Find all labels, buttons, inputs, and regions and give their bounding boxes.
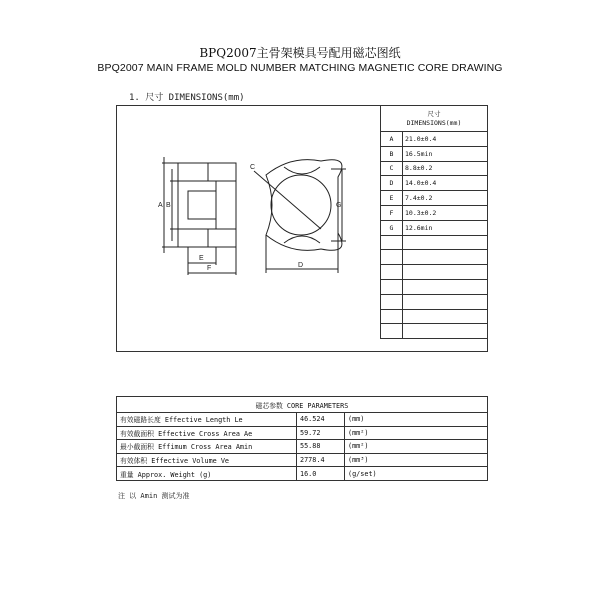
table-row — [381, 205, 488, 220]
dim-label-c: C — [250, 164, 256, 171]
dim-key: E — [381, 191, 403, 206]
table-row — [381, 191, 488, 206]
param-value: 16.0 — [297, 467, 345, 481]
dim-key: G — [381, 220, 403, 235]
dim-label-e: E — [199, 255, 204, 262]
dim-value: 12.6min — [403, 220, 488, 235]
top-view-window — [284, 236, 320, 243]
dim-value: 21.0±0.4 — [403, 132, 488, 147]
table-row — [381, 279, 488, 294]
dim-value: 10.3±0.2 — [403, 205, 488, 220]
core-parameters-table — [116, 396, 488, 481]
dim-label-f: F — [207, 265, 212, 272]
table-row — [381, 324, 488, 339]
dimensions-table — [380, 105, 488, 339]
dim-value: 16.5min — [403, 146, 488, 161]
dim-key — [381, 250, 403, 265]
document-title-cn: BPQ2007主骨架模具号配用磁芯图纸 — [199, 46, 401, 60]
param-label: 有效磁路长度 Effective Length Le — [117, 413, 297, 427]
table-row — [117, 467, 488, 481]
dim-key: D — [381, 176, 403, 191]
dim-value: 7.4±0.2 — [403, 191, 488, 206]
table-row — [381, 309, 488, 324]
table-row — [381, 265, 488, 280]
dim-key — [381, 235, 403, 250]
dim-label-b: B — [166, 202, 171, 209]
dim-key — [381, 324, 403, 339]
dimensions-header-en: DIMENSIONS(mm) — [406, 118, 462, 127]
dim-key: B — [381, 146, 403, 161]
side-view-outer — [178, 163, 236, 247]
top-view-window — [284, 167, 320, 174]
param-label: 重量 Approx. Weight (g) — [117, 467, 297, 481]
dim-value: 8.8±0.2 — [403, 161, 488, 176]
dim-label-d: D — [298, 262, 304, 269]
param-value: 2778.4 — [297, 453, 345, 467]
dim-value — [403, 279, 488, 294]
param-unit: (mm) — [345, 413, 488, 427]
table-row — [381, 146, 488, 161]
param-value: 59.72 — [297, 426, 345, 440]
dim-value: 14.0±0.4 — [403, 176, 488, 191]
param-unit: (mm²) — [345, 440, 488, 454]
test-note: 注 以 Amin 测试为准 — [118, 492, 190, 500]
dim-key: C — [381, 161, 403, 176]
core-parameters-title: 磁芯参数 CORE PARAMETERS — [117, 397, 488, 413]
param-label: 最小截面积 Effimum Cross Area Amin — [117, 440, 297, 454]
table-row — [381, 161, 488, 176]
top-view-center-leg — [271, 175, 331, 235]
dim-value — [403, 265, 488, 280]
param-label: 有效截面积 Effective Cross Area Ae — [117, 426, 297, 440]
dim-value — [403, 250, 488, 265]
dim-label-g: G — [336, 202, 342, 209]
dim-value — [403, 294, 488, 309]
table-row — [117, 413, 488, 427]
side-view-center-leg — [188, 191, 216, 219]
dim-key — [381, 265, 403, 280]
table-row — [117, 440, 488, 454]
dim-value — [403, 309, 488, 324]
table-row — [381, 235, 488, 250]
dim-key — [381, 279, 403, 294]
core-drawing — [116, 105, 380, 352]
param-value: 46.524 — [297, 413, 345, 427]
table-row — [381, 220, 488, 235]
section-heading: 1. 尺寸 DIMENSIONS(mm) — [129, 93, 245, 103]
table-row — [117, 426, 488, 440]
dim-value — [403, 235, 488, 250]
core-parameters-header — [117, 397, 488, 413]
param-unit: (mm³) — [345, 453, 488, 467]
dim-key — [381, 294, 403, 309]
document-title-en: BPQ2007 MAIN FRAME MOLD NUMBER MATCHING MAGNETIC CORE DRAWING — [97, 62, 503, 74]
dim-key — [381, 309, 403, 324]
param-unit: (g/set) — [345, 467, 488, 481]
dimensions-table-header — [381, 106, 488, 132]
dim-value — [403, 324, 488, 339]
param-label: 有效体积 Effective Volume Ve — [117, 453, 297, 467]
param-value: 55.88 — [297, 440, 345, 454]
table-row — [381, 132, 488, 147]
table-row — [381, 250, 488, 265]
table-row — [381, 294, 488, 309]
table-row — [117, 453, 488, 467]
dim-leader-c — [254, 171, 321, 229]
dimensions-header-cn: 尺寸 — [427, 109, 441, 118]
dim-label-a: A — [158, 202, 163, 209]
dim-key: A — [381, 132, 403, 147]
table-row — [381, 176, 488, 191]
dim-key: F — [381, 205, 403, 220]
param-unit: (mm²) — [345, 426, 488, 440]
